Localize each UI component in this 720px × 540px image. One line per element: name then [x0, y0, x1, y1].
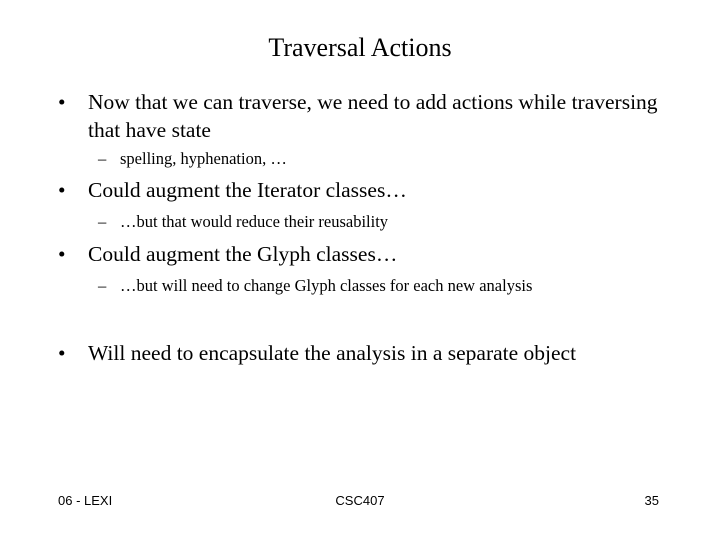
bullet-text: Now that we can traverse, we need to add actions while traversing that have state: [88, 90, 658, 142]
sub-bullet-text: …but that would reduce their reusability: [120, 212, 389, 231]
sub-bullet-text: …but will need to change Glyph classes for each new analysis: [120, 276, 533, 295]
bullet-marker: •: [58, 90, 66, 114]
bullet-item: [58, 176, 668, 204]
dash-marker: –: [98, 276, 107, 295]
bullet-item: [58, 339, 668, 367]
slide-number: 35: [644, 493, 659, 508]
sub-bullet-item: [98, 148, 678, 170]
bullet-item: [58, 88, 668, 144]
bullet-marker: •: [58, 341, 66, 365]
dash-marker: –: [98, 212, 107, 231]
bullet-text: Could augment the Iterator classes…: [88, 178, 407, 202]
bullet-text: Will need to encapsulate the analysis in a separate object: [88, 341, 577, 365]
bullet-marker: •: [58, 178, 66, 202]
slide-title: Traversal Actions: [268, 33, 452, 62]
bullet-text: Could augment the Glyph classes…: [88, 242, 398, 266]
footer-course-label: CSC407: [335, 493, 385, 508]
sub-bullet-item: [98, 275, 678, 297]
bullet-item: [58, 240, 668, 268]
sub-bullet-item: [98, 211, 678, 233]
footer-left-label: 06 - LEXI: [58, 493, 113, 508]
dash-marker: –: [98, 149, 107, 168]
sub-bullet-text: spelling, hyphenation, …: [120, 149, 287, 168]
bullet-marker: •: [58, 242, 66, 266]
